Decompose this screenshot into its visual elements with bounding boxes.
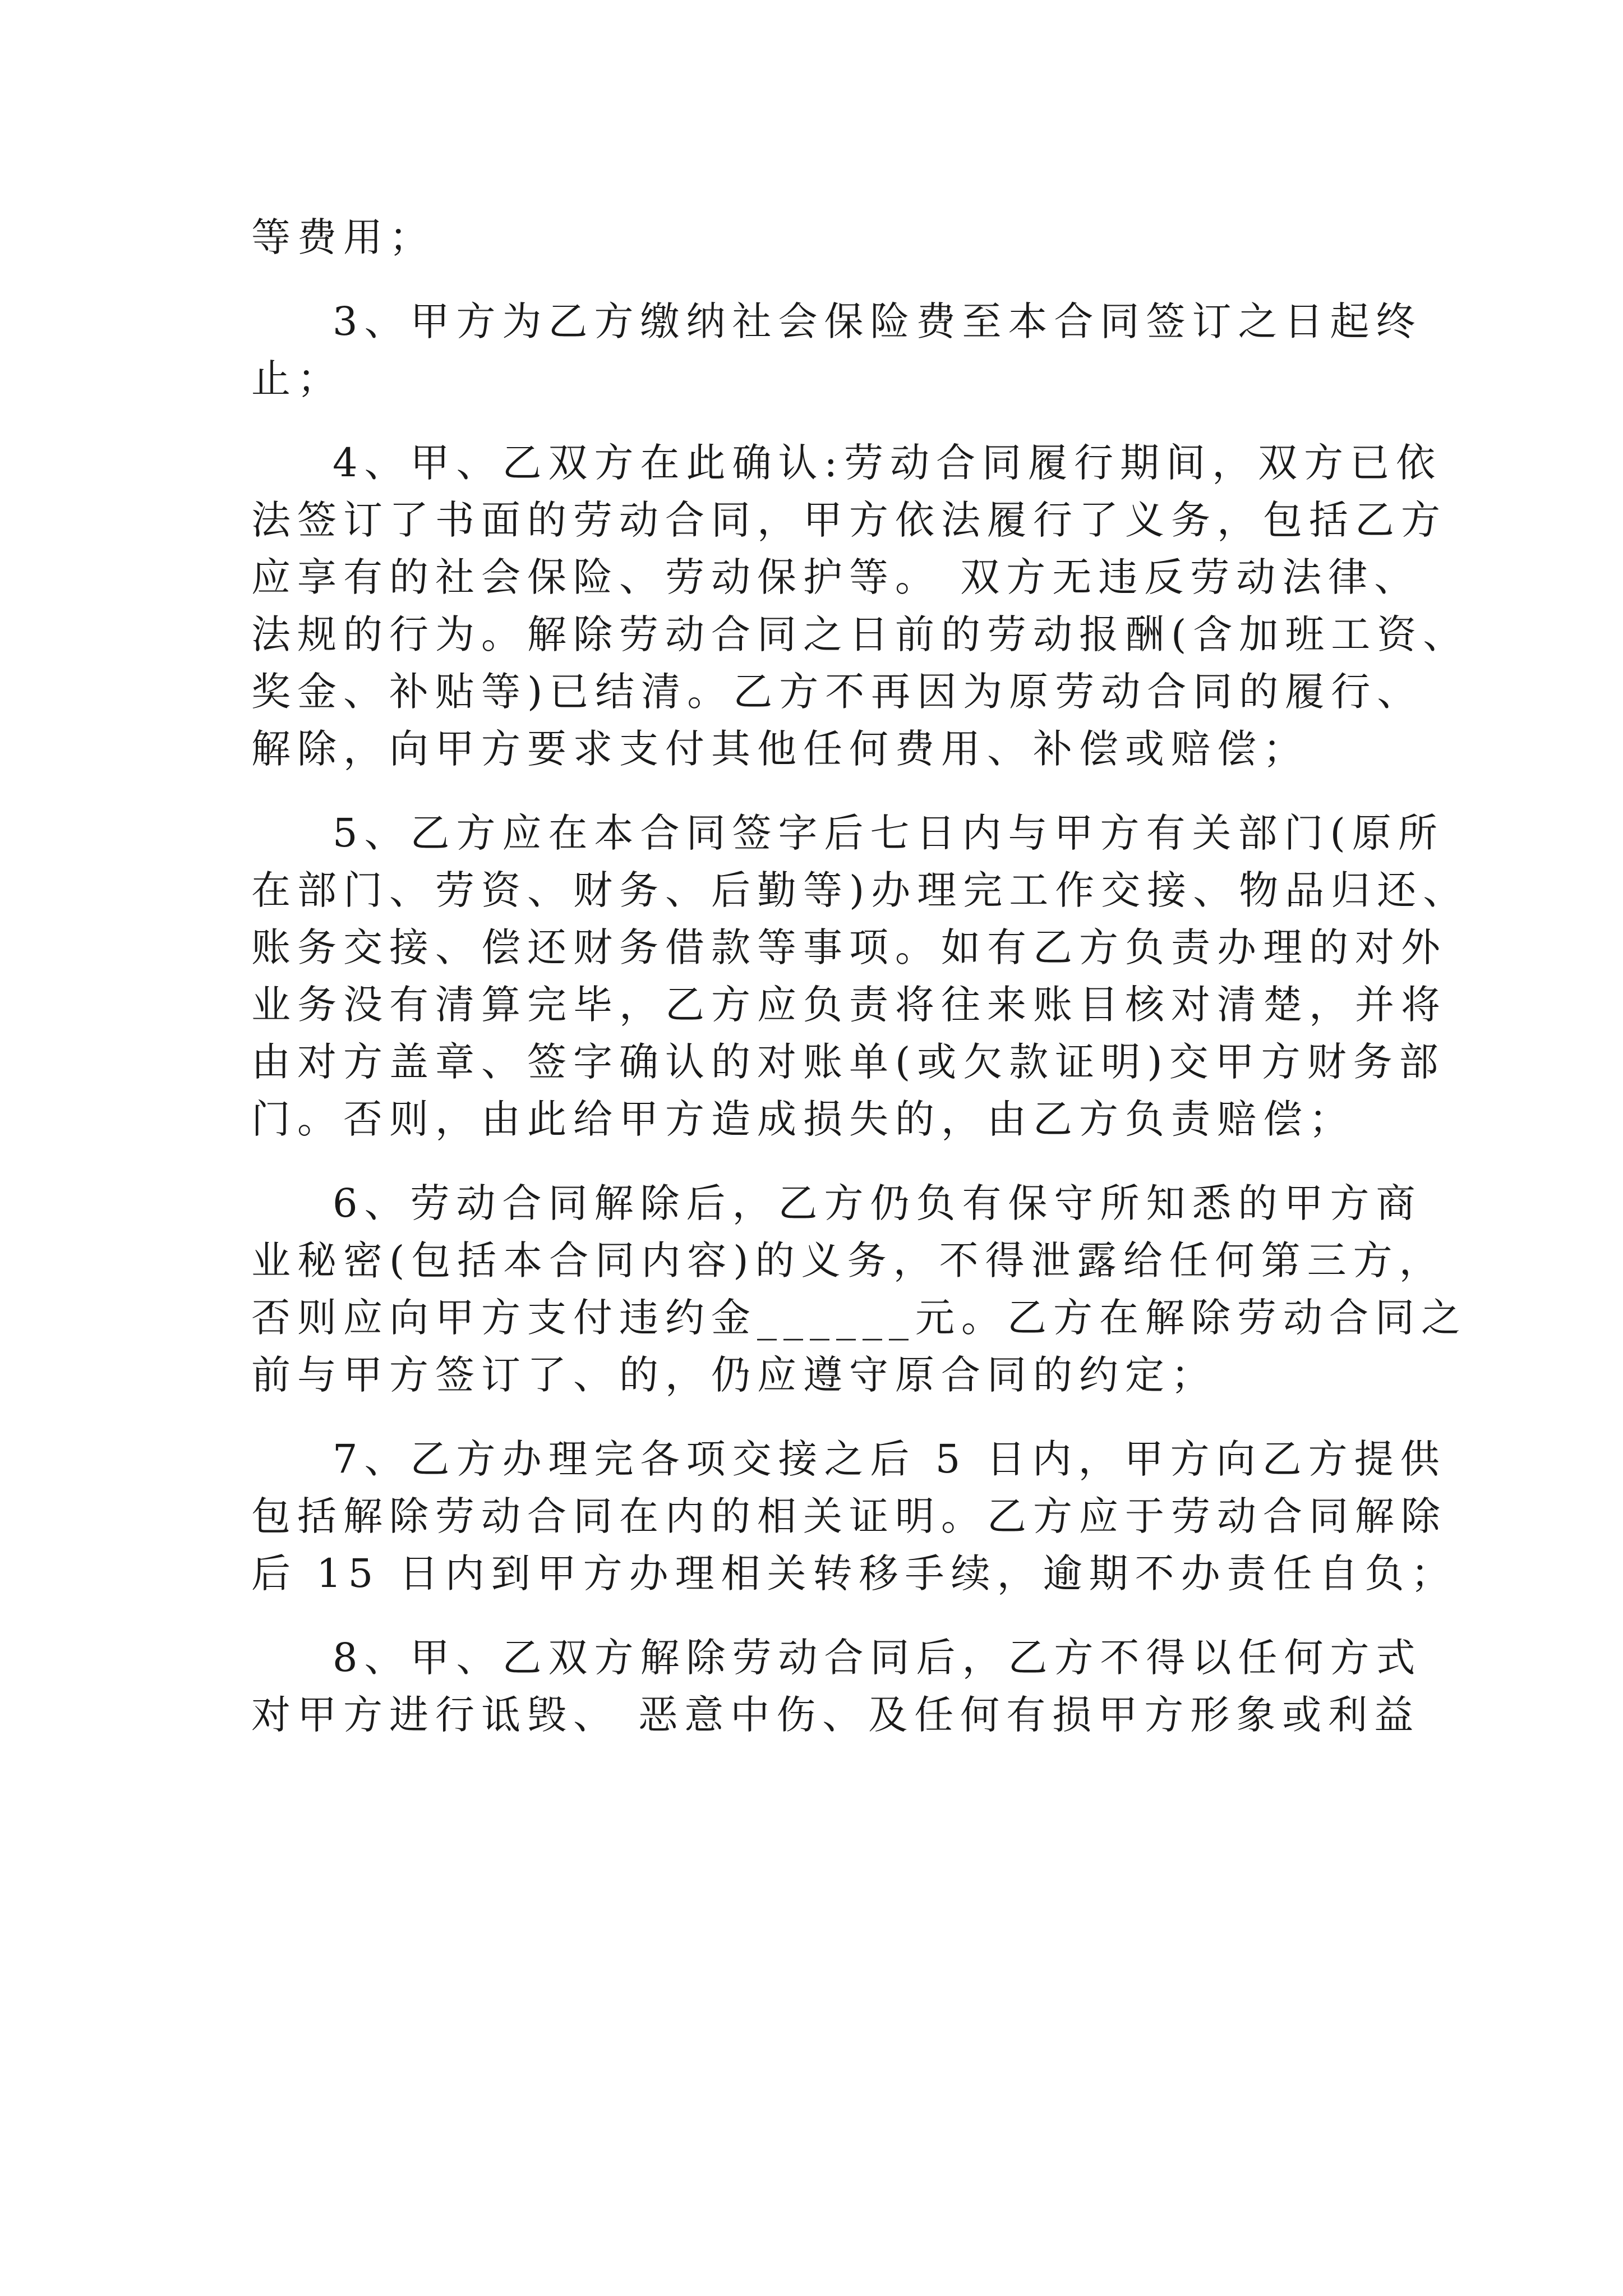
text-line: 止； — [251, 356, 343, 402]
clause-5-line: 5、乙方应在本合同签字后七日内与甲方有关部门(原所 — [333, 810, 1444, 856]
text-line: 否则应向甲方支付违约金______元。乙方在解除劳动合同之 — [251, 1295, 1467, 1341]
clause-6-line: 6、劳动合同解除后，乙方仍负有保守所知悉的甲方商 — [333, 1180, 1422, 1226]
text-line: 解除，向甲方要求支付其他任何费用、补偿或赔偿； — [251, 726, 1309, 772]
text-line: 由对方盖章、签字确认的对账单(或欠款证明)交甲方财务部 — [251, 1039, 1445, 1085]
text-line: 包括解除劳动合同在内的相关证明。乙方应于劳动合同解除 — [251, 1493, 1447, 1539]
text-line: 对甲方进行诋毁、 恶意中伤、及任何有损甲方形象或利益 — [251, 1692, 1421, 1738]
text-line: 奖金、补贴等)已结清。乙方不再因为原劳动合同的履行、 — [251, 669, 1423, 715]
text-line: 账务交接、偿还财务借款等事项。如有乙方负责办理的对外 — [251, 924, 1447, 970]
text-line: 业秘密(包括本合同内容)的义务，不得泄露给任何第三方， — [251, 1237, 1445, 1283]
clause-4-line: 4、甲、乙双方在此确认:劳动合同履行期间，双方已依 — [333, 440, 1442, 486]
clause-3-line: 3、甲方为乙方缴纳社会保险费至本合同签订之日起终 — [333, 298, 1422, 344]
text-line: 法签订了书面的劳动合同，甲方依法履行了义务，包括乙方 — [251, 497, 1447, 543]
text-line: 应享有的社会保险、劳动保护等。 双方无违反劳动法律、 — [251, 554, 1421, 600]
text-line: 后 15 日内到甲方办理相关转移手续，逾期不办责任自负； — [251, 1550, 1457, 1596]
clause-8-line: 8、甲、乙双方解除劳动合同后，乙方不得以任何方式 — [333, 1635, 1422, 1681]
text-line: 在部门、劳资、财务、后勤等)办理完工作交接、物品归还、 — [251, 867, 1469, 913]
clause-7-line: 7、乙方办理完各项交接之后 5 日内，甲方向乙方提供 — [333, 1436, 1446, 1482]
text-line: 前与甲方签订了、的，仍应遵守原合同的约定； — [251, 1352, 1217, 1398]
text-line: 等费用； — [251, 214, 435, 260]
document-body — [251, 209, 1469, 1743]
text-line: 法规的行为。解除劳动合同之日前的劳动报酬(含加班工资、 — [251, 611, 1469, 657]
text-line: 业务没有清算完毕，乙方应负责将往来账目核对清楚，并将 — [251, 982, 1447, 1028]
text-line: 门。否则，由此给甲方造成损失的，由乙方负责赔偿； — [251, 1096, 1355, 1142]
